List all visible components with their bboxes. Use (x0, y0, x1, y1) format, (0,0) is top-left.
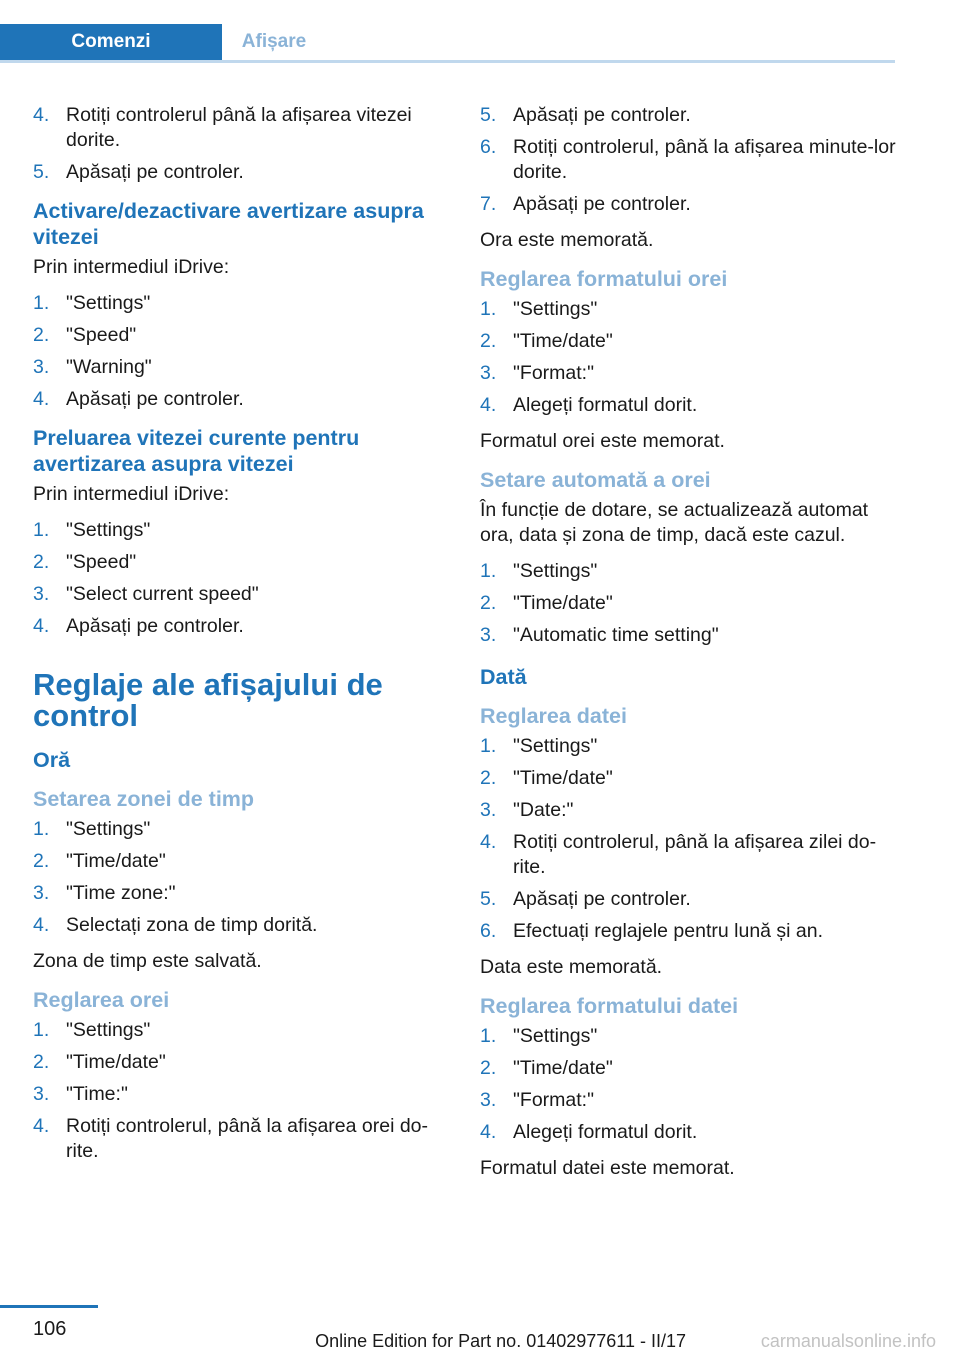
step-text: "Time/date" (513, 592, 613, 614)
list-item (33, 1050, 449, 1075)
step-text: "Time/date" (66, 850, 166, 872)
step-text: "Time/date" (513, 330, 613, 352)
heading-set-date: Reglarea datei (480, 704, 627, 728)
list-item (33, 550, 449, 575)
step-text: "Speed" (66, 551, 137, 573)
list-item (33, 323, 449, 348)
list-item (33, 387, 449, 412)
list-item (480, 798, 896, 823)
list-item (33, 881, 449, 906)
step-text: Apăsați pe controler. (66, 388, 244, 410)
list-item (480, 361, 896, 386)
list-item (33, 582, 449, 607)
step-number: 6. (480, 136, 497, 158)
step-text: Rotiți controlerul, până la afișarea orei do‐rite. (66, 1115, 429, 1162)
list-item (480, 919, 896, 944)
step-text: "Settings" (513, 735, 598, 757)
list-item (33, 849, 449, 874)
steps-automatic-time (480, 559, 896, 648)
section-title-display-settings: Reglaje ale afișajului de control (33, 667, 383, 733)
list-item (33, 1018, 449, 1043)
step-number: 3. (480, 1089, 497, 1111)
step-number: 1. (480, 735, 497, 757)
step-text: Rotiți controlerul până la afișarea vitezei dorite. (66, 104, 412, 151)
step-number: 6. (480, 920, 497, 942)
step-number: 3. (33, 356, 50, 378)
step-text: Alegeți formatul dorit. (513, 1121, 698, 1143)
list-item (33, 103, 449, 153)
step-text: "Format:" (513, 362, 595, 384)
step-text: "Time/date" (513, 1057, 613, 1079)
step-text: Apăsați pe controler. (513, 104, 691, 126)
step-number: 3. (33, 882, 50, 904)
heading-current-speed: Preluarea vitezei curente pentru avertizarea asupra vitezei (33, 426, 360, 476)
list-item (480, 1120, 896, 1145)
step-number: 7. (480, 193, 497, 215)
step-text: "Date:" (513, 799, 574, 821)
step-text: "Time/date" (66, 1051, 166, 1073)
step-text: Apăsați pe controler. (66, 161, 244, 183)
step-text: "Settings" (66, 818, 151, 840)
step-text: Apăsați pe controler. (513, 193, 691, 215)
list-item (480, 297, 896, 322)
steps-speed-select (33, 103, 449, 185)
list-item (33, 160, 449, 185)
heading-time: Oră (33, 748, 71, 772)
time-saved-text: Ora este memorată. (480, 229, 654, 251)
list-item (480, 135, 896, 185)
steps-set-time (33, 1018, 449, 1164)
step-number: 2. (480, 767, 497, 789)
step-number: 4. (480, 831, 497, 853)
automatic-time-description: În funcție de dotare, se actualizează automat ora, data și zona de timp, dacă este cazul. (480, 499, 869, 546)
step-number: 5. (480, 888, 497, 910)
steps-speed-warning (33, 291, 449, 412)
step-number: 1. (480, 1025, 497, 1047)
via-idrive-text: Prin intermediul iDrive: (33, 256, 230, 278)
list-item (480, 887, 896, 912)
steps-time-format (480, 297, 896, 418)
steps-time-zone (33, 817, 449, 938)
list-item (480, 329, 896, 354)
step-number: 2. (480, 330, 497, 352)
step-number: 2. (480, 1057, 497, 1079)
step-number: 1. (33, 292, 50, 314)
tab-comenzi[interactable]: Comenzi (0, 24, 222, 60)
list-item (480, 1056, 896, 1081)
tab-afisare[interactable]: Afișare (241, 31, 307, 52)
step-number: 4. (33, 104, 50, 126)
left-column (33, 103, 449, 1175)
list-item (480, 559, 896, 584)
step-text: "Format:" (513, 1089, 595, 1111)
step-text: "Settings" (66, 519, 151, 541)
list-item (480, 830, 896, 880)
steps-set-date (480, 734, 896, 944)
heading-speed-warning-toggle: Activare/dezactivare avertizare asupra vitezei (33, 199, 424, 249)
step-number: 4. (33, 914, 50, 936)
step-text: "Settings" (66, 1019, 151, 1041)
heading-time-format: Reglarea formatului orei (480, 267, 728, 291)
list-item (480, 623, 896, 648)
step-text: "Settings" (513, 1025, 598, 1047)
step-number: 3. (480, 624, 497, 646)
edition-footer: Online Edition for Part no. 01402977611 - II/17 (315, 1331, 686, 1351)
step-number: 4. (33, 1115, 50, 1137)
date-format-saved-text: Formatul datei este memorat. (480, 1157, 735, 1179)
step-text: "Settings" (513, 298, 598, 320)
list-item (480, 192, 896, 217)
step-number: 2. (33, 1051, 50, 1073)
steps-current-speed (33, 518, 449, 639)
step-number: 1. (480, 560, 497, 582)
list-item (480, 766, 896, 791)
time-zone-saved-text: Zona de timp este salvată. (33, 950, 262, 972)
step-text: "Warning" (66, 356, 152, 378)
step-number: 3. (480, 362, 497, 384)
list-item (33, 913, 449, 938)
step-number: 1. (480, 298, 497, 320)
step-text: "Automatic time setting" (513, 624, 719, 646)
step-text: "Time/date" (513, 767, 613, 789)
list-item (480, 734, 896, 759)
chapter-tab-bar (0, 24, 895, 60)
heading-time-zone: Setarea zonei de timp (33, 787, 255, 811)
step-text: "Settings" (513, 560, 598, 582)
step-text: Efectuați reglajele pentru lună și an. (513, 920, 824, 942)
step-number: 3. (33, 583, 50, 605)
list-item (33, 817, 449, 842)
step-number: 5. (33, 161, 50, 183)
step-number: 2. (480, 592, 497, 614)
steps-date-format (480, 1024, 896, 1145)
heading-date-format: Reglarea formatului datei (480, 994, 739, 1018)
step-number: 1. (33, 818, 50, 840)
list-item (33, 1082, 449, 1107)
step-number: 4. (480, 1121, 497, 1143)
step-text: Apăsați pe controler. (66, 615, 244, 637)
step-number: 1. (33, 519, 50, 541)
step-text: Rotiți controlerul, până la afișarea zilei do‐rite. (513, 831, 877, 878)
step-text: "Time:" (66, 1083, 128, 1105)
list-item (480, 591, 896, 616)
step-number: 4. (33, 615, 50, 637)
step-text: "Time zone:" (66, 882, 176, 904)
via-idrive-text: Prin intermediul iDrive: (33, 483, 230, 505)
step-text: "Speed" (66, 324, 137, 346)
page-number-rule (0, 1305, 98, 1308)
list-item (33, 518, 449, 543)
list-item (480, 103, 896, 128)
heading-set-time: Reglarea orei (33, 988, 170, 1012)
list-item (33, 1114, 449, 1164)
heading-date: Dată (480, 665, 527, 689)
heading-automatic-time: Setare automată a orei (480, 468, 711, 492)
step-text: Selectați zona de timp dorită. (66, 914, 318, 936)
step-text: Alegeți formatul dorit. (513, 394, 698, 416)
time-format-saved-text: Formatul orei este memorat. (480, 430, 725, 452)
list-item (33, 614, 449, 639)
step-number: 2. (33, 850, 50, 872)
step-text: "Settings" (66, 292, 151, 314)
list-item (480, 1088, 896, 1113)
list-item (480, 393, 896, 418)
step-number: 5. (480, 104, 497, 126)
step-number: 4. (33, 388, 50, 410)
step-number: 4. (480, 394, 497, 416)
list-item (33, 355, 449, 380)
step-number: 2. (33, 324, 50, 346)
steps-set-minutes (480, 103, 896, 217)
right-column (480, 103, 896, 1192)
watermark: carmanualsonline.info (760, 1331, 936, 1351)
step-text: Apăsați pe controler. (513, 888, 691, 910)
list-item (33, 291, 449, 316)
step-text: Rotiți controlerul, până la afișarea minute‐lor dorite. (513, 136, 896, 183)
step-number: 3. (480, 799, 497, 821)
step-text: "Select current speed" (66, 583, 259, 605)
date-saved-text: Data este memorată. (480, 956, 663, 978)
page-number: 106 (33, 1318, 67, 1340)
step-number: 3. (33, 1083, 50, 1105)
list-item (480, 1024, 896, 1049)
tab-underline (0, 60, 895, 63)
step-number: 2. (33, 551, 50, 573)
step-number: 1. (33, 1019, 50, 1041)
